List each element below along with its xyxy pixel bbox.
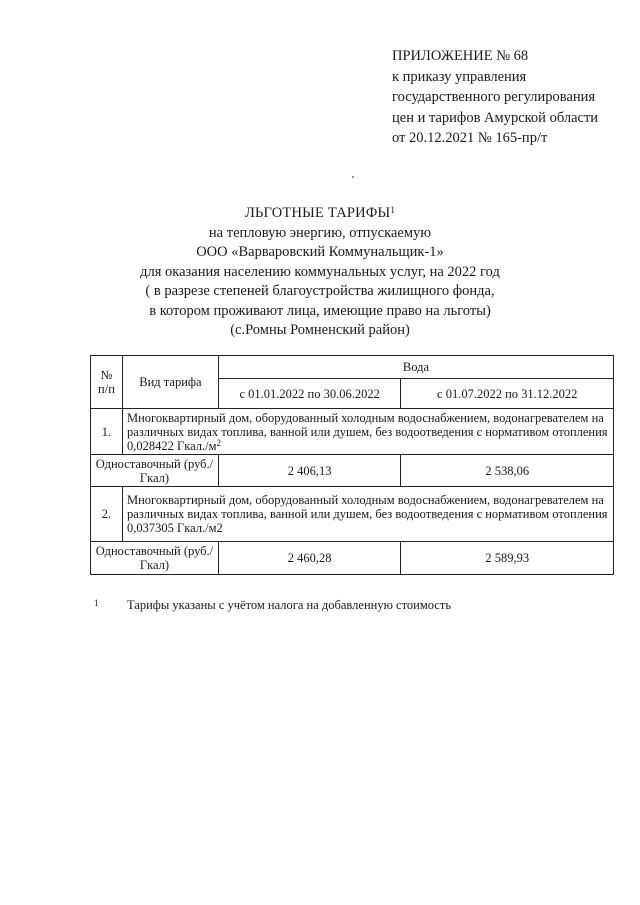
tariff-value-period-1: 2 406,13	[218, 455, 401, 487]
appendix-number: ПРИЛОЖЕНИЕ № 68	[392, 48, 529, 64]
footnote-text: Тарифы указаны с учётом налога на добавленную стоимость	[127, 598, 452, 612]
scan-speck	[352, 176, 354, 178]
heading-line-locality: (с.Ромны Ромненский район)	[230, 322, 410, 338]
footnote-mark: 1	[94, 598, 99, 608]
rate-label: Одноставочный (руб./Гкал)	[91, 542, 219, 575]
heading-line-beneficiaries: в котором проживают лица, имеющие право на льготы)	[149, 302, 491, 319]
document-title	[90, 204, 550, 224]
appendix-date-line: от 20.12.2021 № 165-пр/т	[392, 130, 548, 146]
title-footnote-mark: 1	[390, 205, 396, 215]
footnote	[94, 598, 451, 613]
table-row	[91, 455, 614, 487]
housing-description-text: Многоквартирный дом, оборудованный холодным водоснабжением, водонагревателем на различных видах топлива, ванной или душем, без водоотведения с нормативом отопления 0,028422 Гкал./м	[126, 410, 608, 453]
heading-line-energy: на тепловую энергию, отпускаемую	[208, 224, 432, 241]
appendix-block	[392, 46, 598, 149]
column-header-period-2: с 01.07.2022 по 31.12.2022	[401, 379, 614, 409]
row-number: 1.	[91, 409, 123, 455]
row-number: 2.	[91, 487, 123, 542]
tariff-table	[90, 355, 614, 575]
appendix-authority-line: государственного регулирования	[392, 89, 596, 105]
table-row	[91, 487, 614, 542]
table-row	[91, 542, 614, 575]
column-header-water: Вода	[218, 356, 613, 379]
housing-description	[122, 487, 613, 542]
column-header-tariff-type: Вид тарифа	[122, 356, 218, 409]
tariff-value-period-2: 2 589,93	[401, 542, 614, 575]
tariff-value-period-1: 2 460,28	[218, 542, 401, 575]
column-header-period-1: с 01.01.2022 по 30.06.2022	[218, 379, 401, 409]
title-text: ЛЬГОТНЫЕ ТАРИФЫ	[244, 205, 391, 221]
heading-line-scope: ( в разрезе степеней благоустройства жилищного фонда,	[145, 283, 495, 299]
appendix-order-line: к приказу управления	[392, 68, 527, 85]
document-heading	[90, 204, 550, 341]
heading-line-company: ООО «Варваровский Коммунальщик-1»	[196, 244, 444, 260]
rate-label: Одноставочный (руб./Гкал)	[91, 455, 219, 487]
housing-description-text: Многоквартирный дом, оборудованный холодным водоснабжением, водонагревателем на различных видах топлива, ванной или душем, без водоотведения с нормативом отопления 0,037305 Гкал./м2	[126, 493, 608, 535]
table-header-row	[91, 356, 614, 379]
housing-description	[122, 409, 613, 455]
appendix-region-line: цен и тарифов Амурской области	[392, 109, 599, 126]
heading-line-purpose: для оказания населению коммунальных услуг, на 2022 год	[140, 263, 500, 280]
table-row	[91, 409, 614, 455]
tariff-value-period-2: 2 538,06	[401, 455, 614, 487]
unit-superscript: 2	[216, 437, 221, 448]
column-header-number: № п/п	[91, 356, 123, 409]
